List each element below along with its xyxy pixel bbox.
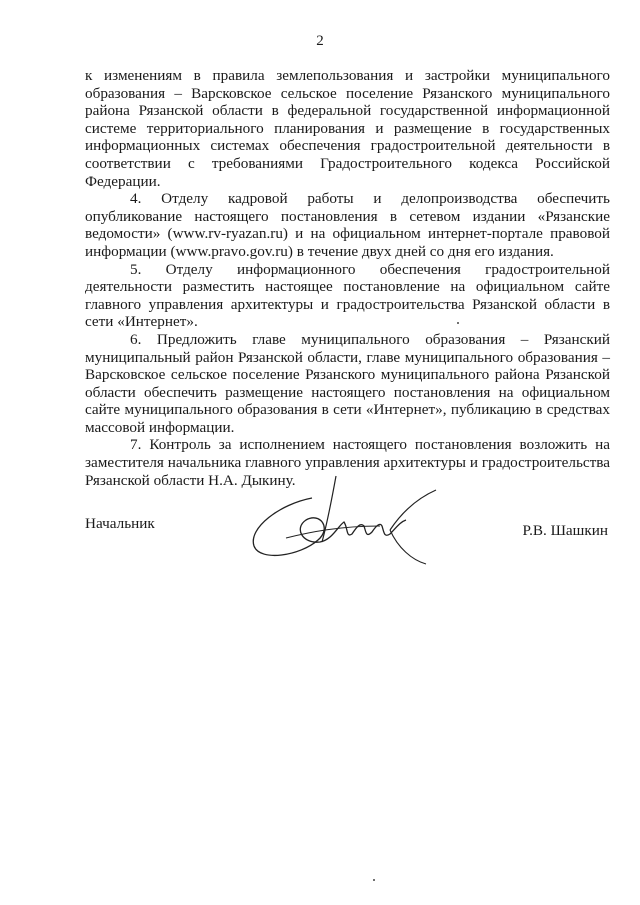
handwritten-signature [240, 468, 450, 568]
document-body [85, 67, 610, 489]
scan-speck [457, 322, 459, 324]
paragraph-item-7: 7. Контроль за исполнением настоящего постановления возложить на заместителя начальника главного управления архитектуры и градостроительства Рязанской области Н.А. Дыкину. [85, 436, 610, 489]
paragraph-item-5: 5. Отделу информационного обеспечения градостроительной деятельности разместить настоящее постановление на официальном сайте главного управления архитектуры и градостроительства Рязанской области в сети «Интернет». [85, 260, 610, 331]
paragraph-continuation: к изменениям в правила землепользования и застройки муниципального образования – Варсковское сельское поселение Рязанского муниципального района Рязанской области в федеральной государственной информационной системе территориального планирования и размещение в государственных информационных системах обеспечения градостроительной деятельности в соответствии с требованиями Градостроительного кодекса Российской Федерации. [85, 67, 610, 190]
signatory-name: Р.В. Шашкин [522, 522, 608, 539]
paragraph-item-4: 4. Отделу кадровой работы и делопроизводства обеспечить опубликование настоящего постановления в сетевом издании «Рязанские ведомости» (www.rv-ryazan.ru) и на официальном интернет-портале правовой информации (www.pravo.gov.ru) в течение двух дней со дня его издания. [85, 190, 610, 260]
paragraph-item-6: 6. Предложить главе муниципального образования – Рязанский муниципальный район Рязанской области, главе муниципального образования – Варсковское сельское поселение Рязанского муниципального района Рязанской области обеспечить размещение настоящего постановления на официальном сайте муниципального образования в сети «Интернет», публикацию в средствах массовой информации. [85, 330, 610, 436]
scan-speck [373, 879, 375, 881]
page-number: 2 [316, 33, 324, 49]
signatory-title: Начальник [85, 515, 155, 532]
